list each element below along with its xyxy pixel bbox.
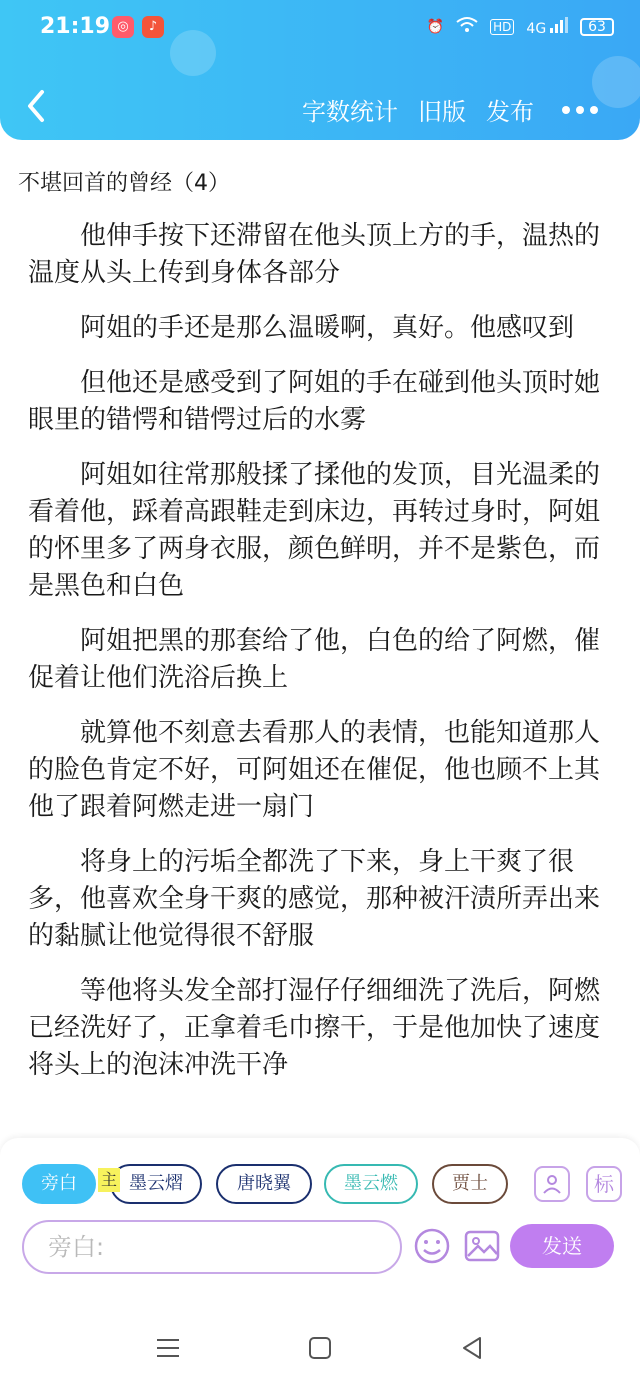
story-paragraph: 但他还是感受到了阿姐的手在碰到他头顶时她眼里的错愕和错愕过后的水雾 [28,368,601,435]
wifi-icon [456,16,478,38]
back-icon[interactable] [458,1334,486,1362]
back-arrow-icon[interactable] [22,88,52,124]
status-time: 21:19 [40,14,111,39]
signal-icon: 4G [526,17,568,37]
chapter-title: 不堪回首的曾经（4） [18,171,230,196]
status-icons [427,16,614,38]
dialogue-input[interactable]: 旁白: [22,1220,402,1274]
composer-panel [0,1138,640,1308]
story-paragraph: 将身上的污垢全都洗了下来，身上干爽了很多，他喜欢全身干爽的感觉，那种被汗渍所弄出来的黏腻让他觉得很不舒服 [28,847,601,951]
menu-icon[interactable] [154,1334,182,1362]
alarm-icon: ⏰ [426,19,445,35]
notification-app-icon: ◎ [112,16,134,38]
story-paragraph: 他伸手按下还滞留在他头顶上方的手，温热的温度从头上传到身体各部分 [28,221,601,288]
role-chip-mo-yunran[interactable]: 墨云燃 [324,1164,418,1204]
story-paragraph: 阿姐的手还是那么温暖啊，真好。他感叹到 [80,313,575,343]
system-nav-bar [0,1308,640,1387]
story-content[interactable] [28,218,608,1102]
battery-icon: 63 [580,18,614,36]
story-paragraph: 阿姐如往常那般揉了揉他的发顶，目光温柔的看着他，踩着高跟鞋走到床边，再转过身时，阿姐的怀里多了两身衣服，颜色鲜明，并不是紫色，而是黑色和白色 [28,460,601,601]
send-button[interactable]: 发送 [510,1224,614,1268]
more-options-icon[interactable] [560,95,600,125]
app-header [0,0,640,140]
mark-button[interactable]: 标 [586,1166,622,1202]
main-character-tag: 主 [98,1168,120,1192]
status-bar [0,0,640,58]
publish-button[interactable]: 发布 [486,98,534,126]
role-chip-mo-yunyi[interactable]: 墨云熠 [110,1164,202,1204]
role-chip-tang-xiaoyi[interactable]: 唐晓翼 [216,1164,312,1204]
nav-bar [0,80,640,136]
role-chip-narrator[interactable]: 旁白 [22,1164,96,1204]
story-paragraph: 等他将头发全部打湿仔仔细细洗了洗后，阿燃已经洗好了，正拿着毛巾擦干，于是他加快了速度将头上的泡沫冲洗干净 [28,976,601,1080]
image-icon[interactable] [462,1226,502,1266]
music-app-icon: ♪ [142,16,164,38]
nav-actions [302,92,600,127]
old-version-button[interactable]: 旧版 [418,98,466,126]
word-count-button[interactable]: 字数统计 [302,98,398,126]
character-manage-icon[interactable] [534,1166,570,1202]
story-paragraph: 就算他不刻意去看那人的表情，也能知道那人的脸色肯定不好，可阿姐还在催促，他也顾不上其他了跟着阿燃走进一扇门 [28,718,601,822]
story-paragraph: 阿姐把黑的那套给了他，白色的给了阿燃，催促着让他们洗浴后换上 [28,626,601,693]
emoji-icon[interactable] [412,1226,452,1266]
role-chip-jia-shi[interactable]: 贾士 [432,1164,508,1204]
hd-icon: HD [490,19,514,35]
home-icon[interactable] [306,1334,334,1362]
